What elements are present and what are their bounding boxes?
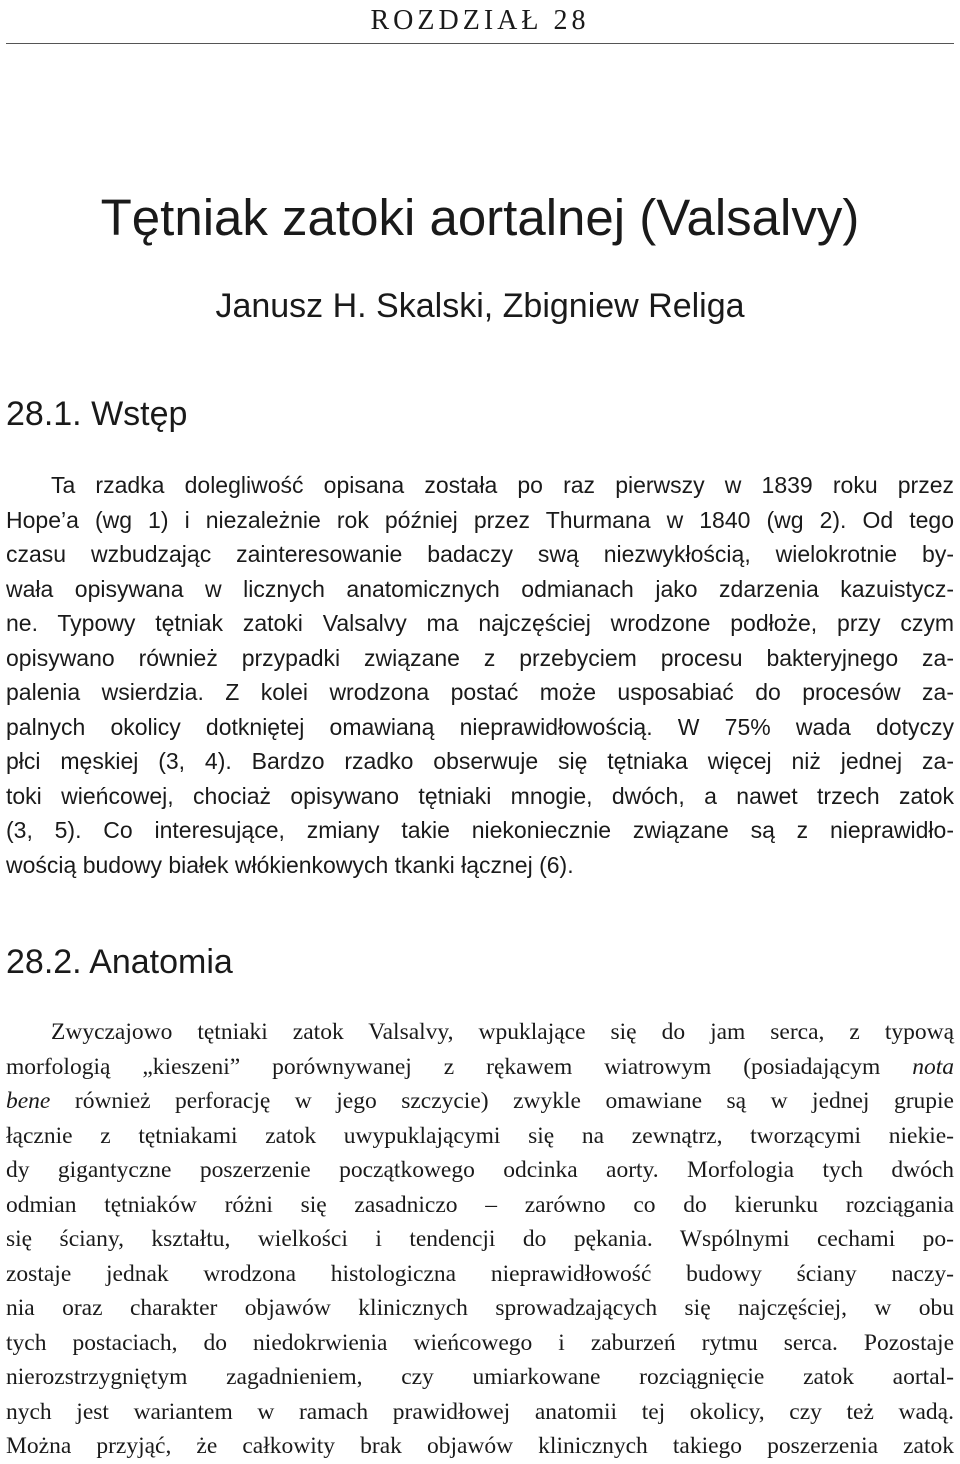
paragraph-line: zostaje jednak wrodzona histologiczna nieprawidłowość budowy ściany naczy- — [6, 1260, 954, 1287]
section-heading-intro: 28.1. Wstęp — [6, 395, 188, 433]
section-heading-anatomy: 28.2. Anatomia — [6, 943, 233, 981]
header-rule — [6, 43, 954, 44]
paragraph-line — [6, 1084, 954, 1119]
paragraph-line: palenia wsierdzia. Z kolei wrodzona postać może usposabiać do procesów za- — [6, 679, 954, 705]
paragraph-line: Ta rzadka dolegliwość opisana została po raz pierwszy w 1839 roku przez — [51, 472, 954, 498]
paragraph-line — [6, 1050, 954, 1085]
italic-text: nota — [912, 1053, 954, 1080]
paragraph-line: nierozstrzygniętym zagadnieniem, czy umiarkowane rozciągnięcie zatok aortal- — [6, 1364, 954, 1390]
paragraph-line: Można przyjąć, że całkowity brak objawów klinicznych takiego poszerzenia zatok — [6, 1433, 954, 1459]
paragraph-line: nych jest wariantem w ramach prawidłowej anatomii tej okolicy, czy też wadą. — [6, 1398, 954, 1425]
paragraph-line: nia oraz charakter objawów klinicznych sprowadzających się najczęściej, w obu — [6, 1295, 954, 1321]
paragraph-line: tych postaciach, do niedokrwienia wieńcowego i zaburzeń rytmu serca. Pozostaje — [6, 1329, 954, 1356]
italic-text: bene — [6, 1088, 51, 1114]
intro-paragraph — [6, 468, 954, 882]
paragraph-line: (3, 5). Co interesujące, zmiany takie niekoniecznie związane są z nieprawidło- — [6, 817, 954, 843]
paragraph-line: płci męskiej (3, 4). Bardzo rzadko obserwuje się tętniaka więcej niż jednej za- — [6, 748, 954, 774]
paragraph-line: wością budowy białek włókienkowych tkanki łącznej (6). — [6, 851, 574, 878]
chapter-header: ROZDZIAŁ 28 — [370, 5, 590, 36]
paragraph-line: toki wieńcowej, chociaż opisywano tętniaki mnogie, dwóch, a nawet trzech zatok — [6, 782, 954, 809]
text-run: również perforację w jego szczycie) zwykle omawiane są w jednej grupie — [50, 1088, 954, 1114]
paragraph-line: wała opisywana w licznych anatomicznych odmianach jako zdarzenia kazuistycz- — [6, 575, 954, 602]
paragraph-line: palnych okolicy dotkniętej omawianą nieprawidłowością. W 75% wada dotyczy — [6, 713, 954, 740]
paragraph-line: dy gigantyczne poszerzenie początkowego odcinka aorty. Morfologia tych dwóch — [6, 1157, 954, 1183]
text-run: morfologią „kieszeni” porównywanej z rękawem wiatrowym (posiadającym — [6, 1053, 913, 1080]
paragraph-line: odmian tętniaków różni się zasadniczo – zarówno co do kierunku rozciągania — [6, 1191, 954, 1218]
paragraph-line: łącznie z tętniakami zatok uwypuklającymi się na zewnątrz, tworzącymi niekie- — [6, 1122, 954, 1149]
chapter-authors: Janusz H. Skalski, Zbigniew Religa — [215, 287, 745, 325]
paragraph-line: ne. Typowy tętniak zatoki Valsalvy ma najczęściej wrodzone podłoże, przy czym — [6, 610, 954, 636]
chapter-title: Tętniak zatoki aortalnej (Valsalvy) — [100, 189, 860, 246]
paragraph-line: opisywano również przypadki związane z przebyciem procesu bakteryjnego za- — [6, 644, 954, 671]
paragraph-line: Zwyczajowo tętniaki zatok Valsalvy, wpuklające się do jam serca, z typową — [51, 1019, 954, 1045]
anatomy-paragraph — [6, 1015, 954, 1464]
paragraph-line: czasu wzbudzając zainteresowanie badaczy swą niezwykłością, wielokrotnie by- — [6, 541, 954, 567]
paragraph-line: Hope’a (wg 1) i niezależnie rok później przez Thurmana w 1840 (wg 2). Od tego — [6, 506, 954, 533]
paragraph-line: się ściany, kształtu, wielkości i tendencji do pękania. Wspólnymi cechami po- — [6, 1226, 954, 1252]
